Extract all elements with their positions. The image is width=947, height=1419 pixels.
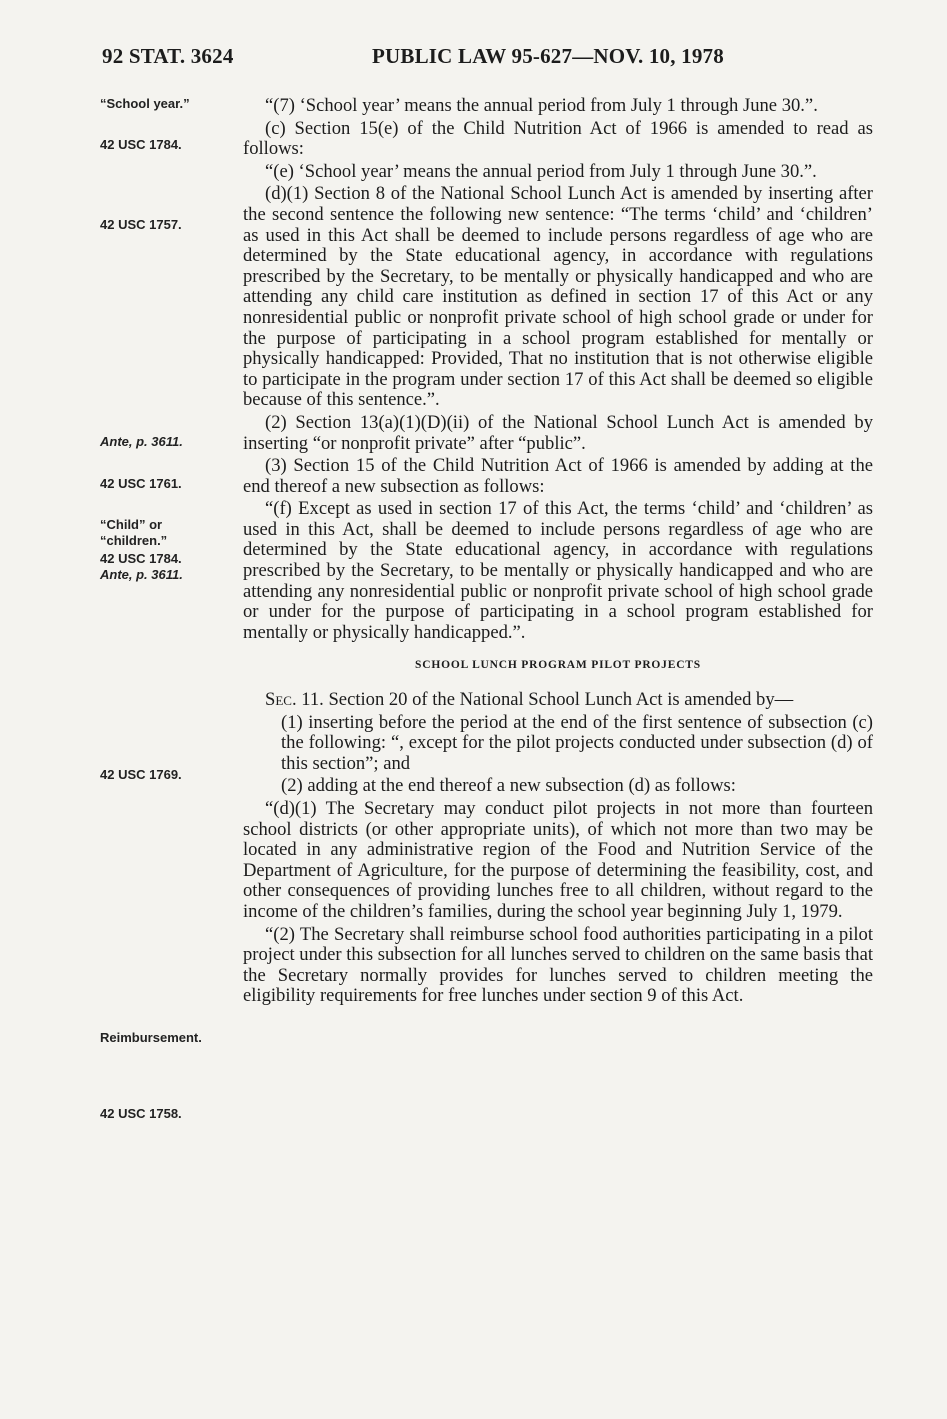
paragraph-sec-11	[243, 690, 873, 711]
sec-11-text: Section 20 of the National School Lunch Act is amended by—	[328, 689, 794, 711]
margin-note-child-1: “Child” or	[100, 517, 163, 532]
page-title: PUBLIC LAW 95-627—NOV. 10, 1978	[372, 44, 724, 68]
section-heading: SCHOOL LUNCH PROGRAM PILOT PROJECTS	[415, 659, 701, 672]
margin-note-usc-1757: 42 USC 1757.	[100, 217, 182, 232]
paragraph-subsection-f: “(f) Except as used in section 17 of this Act, the terms ‘child’ and ‘children’ as used in this Act, shall be deemed to include persons regardless of age who are determined by the State educational agency, in accordance with regulations prescribed by the Secretary, to be mentally or physically handicapped and who are attending any nonresidential public or nonprofit private school of high school grade or under for the purpose of participating in a school program established for mentally or physically handicapped.”.	[243, 498, 873, 643]
margin-note-reimbursement: Reimbursement.	[100, 1030, 202, 1045]
paragraph-sec-11-1: (1) inserting before the period at the end of the first sentence of subsection (c) the following: “, except for the pilot projects conducted under subsection (d) of this section”; and	[281, 711, 873, 774]
margin-note-usc-1784: 42 USC 1784.	[100, 137, 182, 152]
margin-note-ante-3611-b: Ante, p. 3611.	[100, 567, 183, 582]
paragraph-section-c: (c) Section 15(e) of the Child Nutrition Act of 1966 is amended to read as follows:	[243, 117, 873, 160]
paragraph-sec-11-2: (2) adding at the end thereof a new subsection (d) as follows:	[281, 775, 736, 797]
statute-body	[243, 96, 873, 1009]
paragraph-section-d3: (3) Section 15 of the Child Nutrition Act of 1966 is amended by adding at the end thereof a new subsection as follows:	[243, 455, 873, 497]
margin-note-usc-1769: 42 USC 1769.	[100, 767, 182, 782]
paragraph-section-d1: (d)(1) Section 8 of the National School Lunch Act is amended by inserting after the second sentence the following new sentence: “The terms ‘child’ and ‘children’ as used in this Act shall be deemed to include persons regardless of age who are determined by the State educational agency, in accordance with regulations prescribed by the Secretary, to be mentally or physically handicapped and who are attending any child care institution as defined in section 17 of this Act or any nonresidential public or nonprofit private school of high school grade or under for the purpose of participating in a school program established for mentally or physically handicapped: Provided, That no institution that is not otherwise eligible to participate in the program under section 17 of this Act shall be deemed so eligible because of this sentence.”.	[243, 183, 873, 411]
margin-note-ante-3611: Ante, p. 3611.	[100, 434, 183, 449]
paragraph-school-year-7: “(7) ‘School year’ means the annual period from July 1 through June 30.”.	[265, 95, 818, 116]
paragraph-school-year-e: “(e) ‘School year’ means the annual period from July 1 through June 30.”.	[265, 160, 817, 182]
paragraph-section-d2: (2) Section 13(a)(1)(D)(ii) of the National School Lunch Act is amended by inserting “or nonprofit private” after “public”.	[243, 411, 873, 454]
paragraph-subsection-d1: “(d)(1) The Secretary may conduct pilot projects in not more than fourteen school districts (or other appropriate units), of which not more than two may be located in any administrative region of the Food and Nutrition Service of the Department of Agriculture, for the purpose of determining the feasibility, cost, and other consequences of providing lunches free to all children, without regard to the income of the children’s families, during the school year beginning July 1, 1979.	[243, 798, 873, 922]
paragraph-subsection-d2: “(2) The Secretary shall reimburse school food authorities participating in a pilot project under this subsection for all lunches served to children on the same basis that the Secretary normally provides for lunches served to children meeting the eligibility requirements for free lunches under section 9 of this Act.	[243, 923, 873, 1007]
margin-note-usc-1758: 42 USC 1758.	[100, 1106, 182, 1121]
section-label: Sec. 11.	[265, 689, 324, 711]
stat-citation: 92 STAT. 3624	[102, 44, 234, 68]
margin-note-school-year: “School year.”	[100, 96, 190, 111]
margin-note-usc-1784-b: 42 USC 1784.	[100, 551, 182, 566]
margin-note-child-2: “children.”	[100, 533, 168, 548]
margin-note-usc-1761: 42 USC 1761.	[100, 476, 182, 491]
